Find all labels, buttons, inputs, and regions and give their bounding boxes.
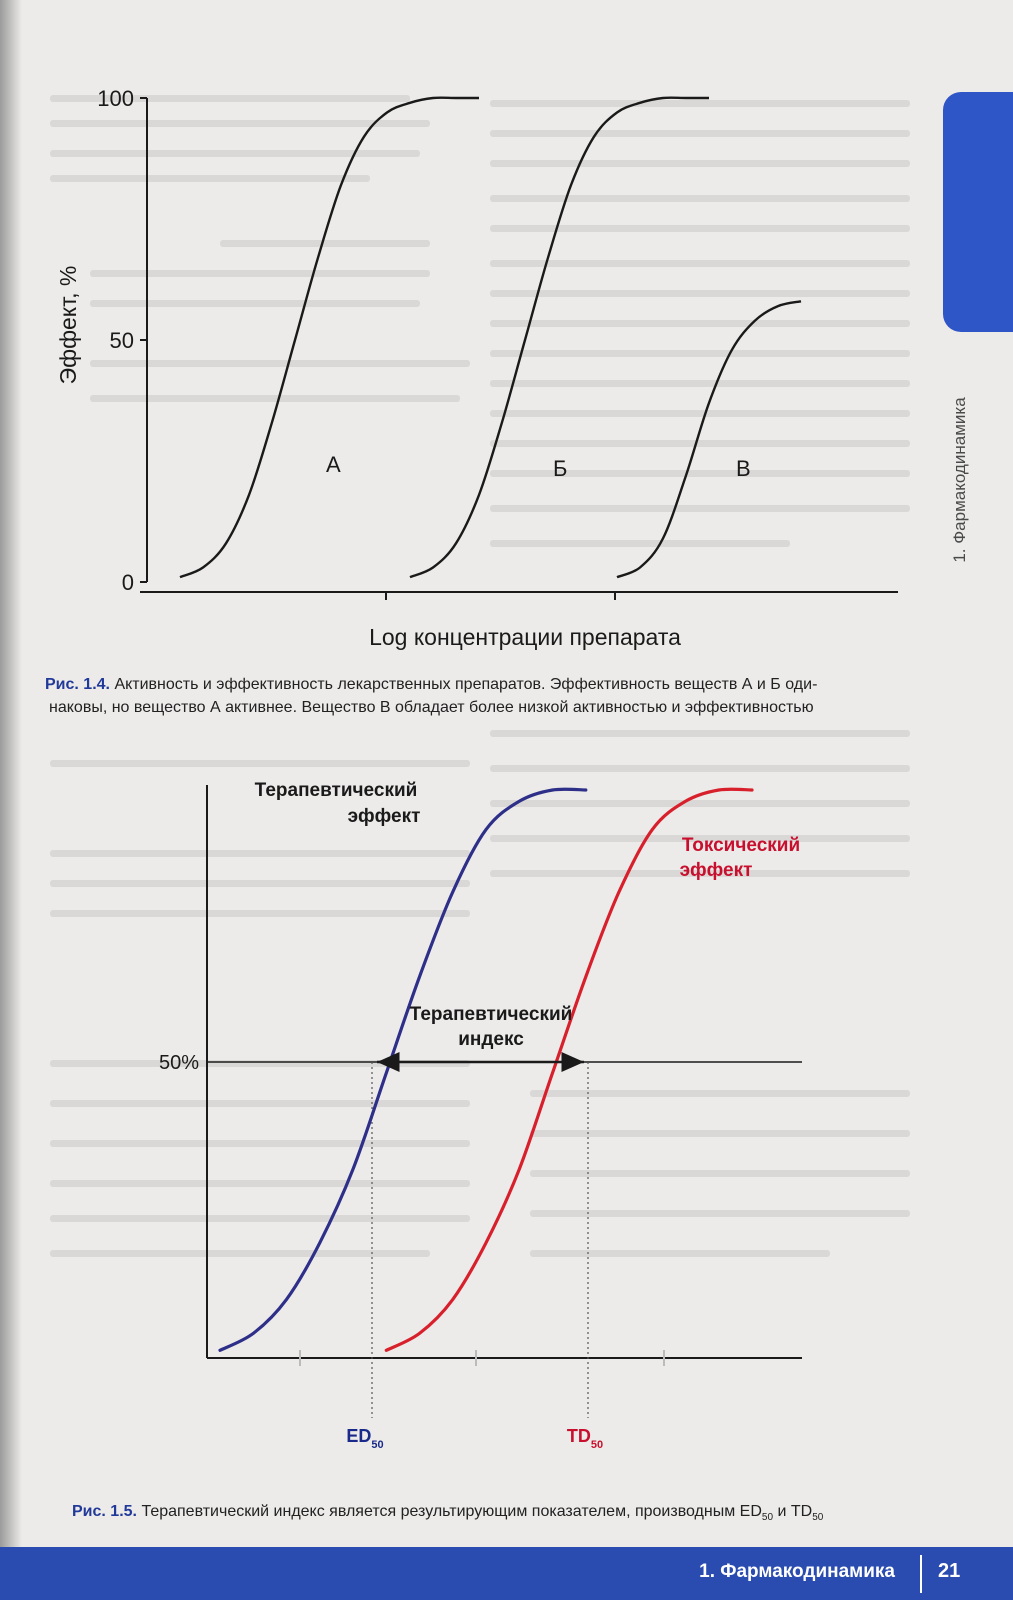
toxic-effect-label-line1: Токсический [681,835,801,856]
figure-1-5-series [220,789,752,1350]
footer-divider [920,1555,922,1593]
chapter-side-label: 1. Фармакодинамика [950,397,969,563]
figure-1-5-caption-number: Рис. 1.5. [72,1503,137,1520]
figure-1-4-caption-line2: наковы, но вещество А активнее. Вещество В обладает более низкой активностью и эффективностью [49,699,814,716]
figure-1-5-caption-sub1: 50 [761,1512,774,1524]
y-tick-label: 50 [109,328,134,353]
ed50-main: ED [346,1426,372,1446]
ed50-sub: 50 [371,1439,384,1451]
fifty-percent-tick-label: 50% [158,1052,199,1074]
y-tick-label: 0 [121,570,134,595]
therapeutic-effect-label-line2: эффект [347,806,421,827]
page-footer [0,1547,1013,1600]
therapeutic-index-label-line2: индекс [458,1029,524,1050]
figure-1-4-caption-number: Рис. 1.4. [45,676,110,693]
toxic-effect-label-line2: эффект [679,860,753,881]
figure-1-5-caption [72,1500,952,1529]
footer-page-number: 21 [938,1560,961,1582]
figure-1-5-caption-sub2: 50 [812,1512,824,1524]
svg-text:TD50 [567,1426,603,1451]
figure-1-5-caption-and: и TD [773,1503,813,1520]
therapeutic-effect-label-line1: Терапевтический [254,780,418,801]
td50-sub: 50 [590,1439,604,1451]
figure-1-4-y-axis-label: Эффект, % [55,265,81,385]
series-label-3: В [736,456,751,481]
figure-1-4-x-axis-label: Log концентрации препарата [369,624,681,650]
series-label-1: А [326,452,341,477]
therapeutic-index-label-line1: Терапевтический [409,1004,573,1025]
y-tick-label: 100 [97,86,134,111]
series-label-2: Б [553,456,568,481]
td50-marker-label [567,1426,603,1451]
ed50-marker-label [346,1426,383,1451]
footer-chapter-title: 1. Фармакодинамика [699,1561,895,1582]
therapeutic-effect-curve [220,789,586,1350]
figure-1-5-caption-text: Терапевтический индекс является результирующим показателем, производным ED [141,1503,762,1520]
figure-1-4-caption-line1: Активность и эффективность лекарственных препаратов. Эффективность веществ А и Б оди- [114,676,818,693]
td50-main: TD [566,1426,591,1446]
svg-text:ED50 [346,1426,383,1451]
